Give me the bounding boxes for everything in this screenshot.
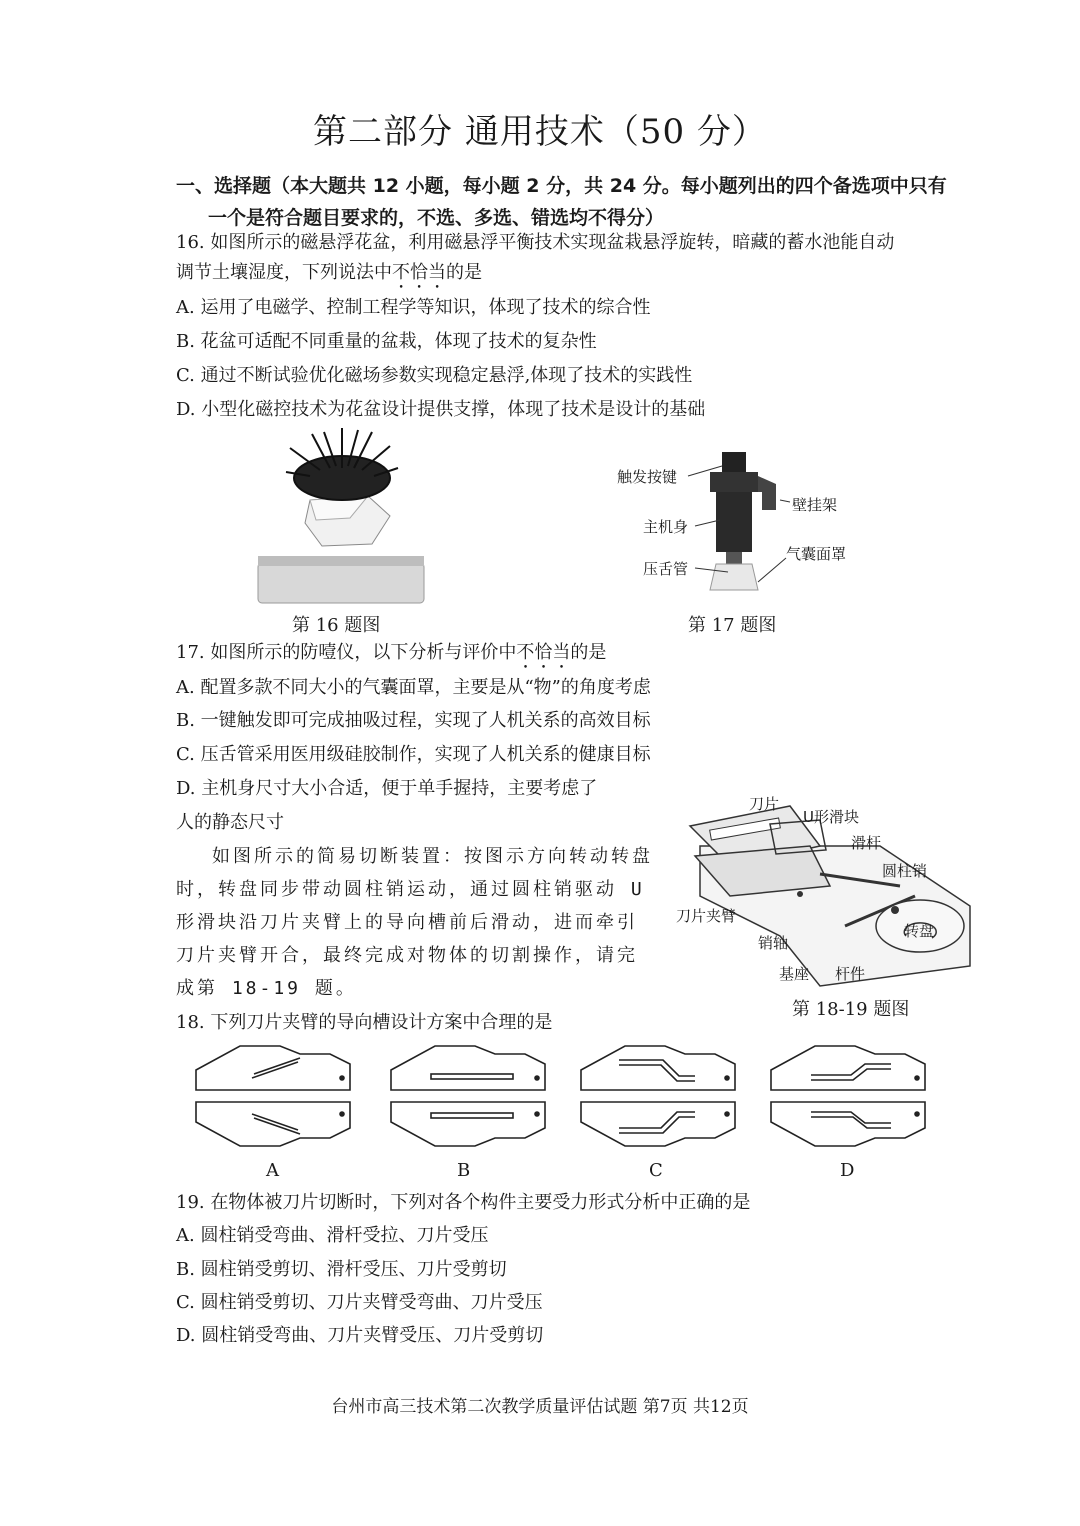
section-heading-line2: 一个是符合题目要求的，不选、多选、错选均不得分） — [208, 207, 665, 229]
cutter-pivot-axis — [797, 891, 803, 897]
q17-option-c: C. 压舌管采用医用级硅胶制作，实现了人机关系的健康目标 — [176, 744, 651, 765]
fig18-19-label-rod: 滑杆 — [851, 834, 882, 852]
planter-base-top — [258, 556, 424, 566]
fig18-19-label-base: 基座 — [779, 965, 810, 983]
page-footer: 台州市高三技术第二次教学质量评估试题 第7页 共12页 — [331, 1397, 749, 1417]
planter-plant — [286, 428, 398, 500]
fig17-label-trigger: 触发按键 — [617, 468, 678, 486]
q17-option-d-line1: D. 主机身尺寸大小合适，便于单手握持，主要考虑了 — [176, 778, 598, 799]
q19-option-b: B. 圆柱销受剪切、滑杆受压、刀片受剪切 — [176, 1259, 507, 1280]
q16-stem-emphasis: 不恰当 — [392, 262, 446, 283]
q16-stem-line2 — [176, 258, 482, 293]
fig16-caption: 第 16 题图 — [292, 615, 381, 636]
q19-option-c: C. 圆柱销受剪切、刀片夹臂受弯曲、刀片受压 — [176, 1292, 543, 1313]
section-heading — [176, 170, 996, 234]
cutter-cylinder-pin — [891, 906, 899, 914]
q17-option-b: B. 一键触发即可完成抽吸过程，实现了人机关系的高效目标 — [176, 710, 651, 731]
fig17-label-body: 主机身 — [643, 518, 689, 536]
fig18-19-caption: 第 18-19 题图 — [792, 999, 910, 1020]
q16-option-d: D. 小型化磁控技术为花盆设计提供支撑，体现了技术是设计的基础 — [176, 399, 706, 420]
q17-stem-pre: 17. 如图所示的防噎仪，以下分析与评价中 — [176, 642, 517, 663]
fig17-label-mount: 壁挂架 — [792, 496, 838, 514]
q18-option-a-label: A — [266, 1160, 279, 1181]
fig18-19-label-bar: 杆件 — [835, 965, 866, 983]
q16-option-b: B. 花盆可适配不同重量的盆栽，体现了技术的复杂性 — [176, 331, 597, 352]
fig18-19-label-arm: 刀片夹臂 — [676, 907, 737, 925]
q18-option-c-label: C — [649, 1160, 663, 1181]
fig18-19-label-pin: 圆柱销 — [882, 862, 928, 880]
q17-option-d-line2: 人的静态尺寸 — [176, 812, 284, 833]
fig18-19-label-blade: 刀片 — [749, 795, 780, 813]
q18-options-figure — [180, 1040, 990, 1158]
planter-base — [258, 563, 424, 603]
fig17-label-tongue: 压舌管 — [643, 560, 689, 578]
q17-stem-post: 的是 — [570, 642, 607, 663]
fig18-19-label-turntable: 转盘 — [904, 922, 935, 940]
q18-option-d-label: D — [840, 1160, 855, 1181]
q16-option-c: C. 通过不断试验优化磁场参数实现稳定悬浮,体现了技术的实践性 — [176, 365, 693, 386]
fig17-label-mask: 气囊面罩 — [786, 545, 847, 563]
q16-stem-line1: 16. 如图所示的磁悬浮花盆，利用磁悬浮平衡技术实现盆栽悬浮旋转，暗藏的蓄水池能自动 — [176, 232, 895, 253]
section-heading-line1: 一、选择题（本大题共 12 小题，每小题 2 分，共 24 分。每小题列出的四个备选项中只有 — [176, 175, 947, 197]
page-title: 第二部分 通用技术（50 分） — [313, 112, 767, 152]
q17-stem — [176, 638, 606, 673]
q17-option-a: A. 配置多款不同大小的气囊面罩，主要是从“物”的角度考虑 — [176, 677, 651, 698]
fig18-19-label-u-slider: U形滑块 — [803, 808, 859, 826]
q19-option-d: D. 圆柱销受弯曲、刀片夹臂受压、刀片受剪切 — [176, 1325, 544, 1346]
fig17-caption: 第 17 题图 — [688, 615, 777, 636]
q18-19-passage: 如图所示的简易切断装置：按图示方向转动转盘时，转盘同步带动圆柱销运动，通过圆柱销驱动 U 形滑块沿刀片夹臂上的导向槽前后滑动，进而牵引刀片夹臂开合，最终完成对物体的切割操作，请完成第 18-19 题。 — [176, 846, 653, 999]
q16-stem-post: 的是 — [446, 262, 482, 283]
fig18-19-label-axis: 销轴 — [758, 934, 789, 952]
q18-stem: 18. 下列刀片夹臂的导向槽设计方案中合理的是 — [176, 1012, 553, 1033]
q18-option-b-label: B — [457, 1160, 471, 1181]
q18-option-b-figure — [391, 1046, 545, 1146]
q18-option-d-figure — [771, 1046, 925, 1146]
q19-option-a: A. 圆柱销受弯曲、滑杆受拉、刀片受压 — [176, 1225, 489, 1246]
q18-option-c-figure — [581, 1046, 735, 1146]
q17-stem-emphasis: 不恰当 — [516, 642, 571, 663]
fig16-planter-image — [250, 428, 430, 606]
q16-stem-pre: 调节土壤湿度，下列说法中 — [176, 262, 392, 283]
q19-stem: 19. 在物体被刀片切断时，下列对各个构件主要受力形式分析中正确的是 — [176, 1192, 751, 1213]
q18-option-a-figure — [196, 1046, 350, 1146]
q16-option-a: A. 运用了电磁学、控制工程学等知识，体现了技术的综合性 — [176, 297, 651, 318]
